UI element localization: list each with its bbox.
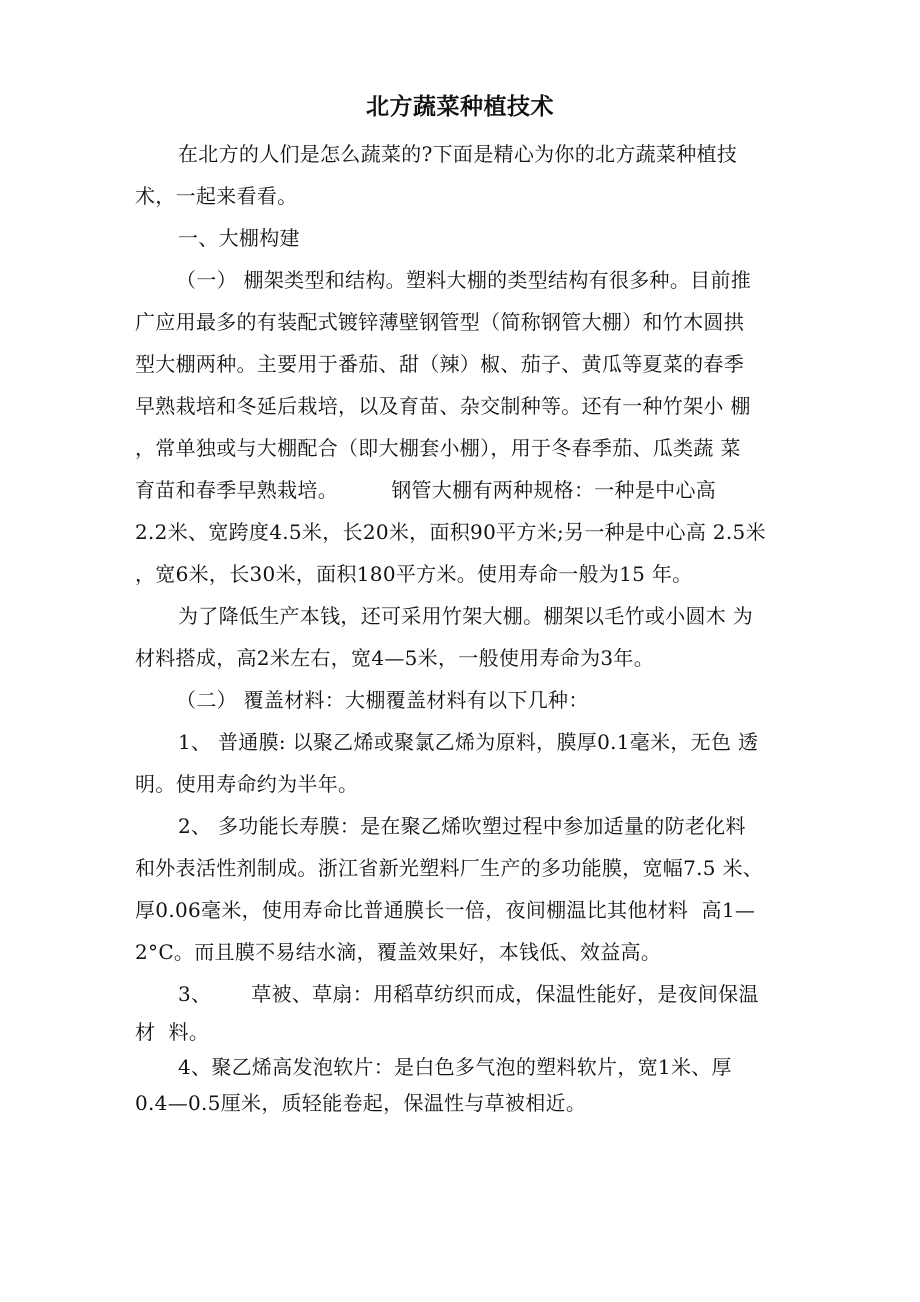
subsection-heading: （二） 覆盖材料：大棚覆盖材料有以下几种： xyxy=(176,688,589,712)
text-line-15: 1、 普通膜: 以聚乙烯或聚氯乙烯为原料，膜厚0.1毫米，无色 透 xyxy=(178,730,759,754)
text-line-16: 明。使用寿命约为半年。 xyxy=(135,772,359,796)
text-line-8: ，常单独或与大棚配合（即大棚套小棚），用于冬春季茄、瓜类蔬 菜 xyxy=(135,436,741,460)
page-title: 北方蔬菜种植技术 xyxy=(366,94,554,120)
text-line-13: 材料搭成，高2米左右，宽4—5米，一般使用寿命为3年。 xyxy=(135,646,654,670)
text-line-1: 在北方的人们是怎么蔬菜的?下面是精心为你的北方蔬菜种植技 xyxy=(178,142,738,166)
text-line-2: 术，一起来看看。 xyxy=(135,184,298,208)
text-line-4: （一） 棚架类型和结构。塑料大棚的类型结构有很多种。目前推 xyxy=(176,268,752,292)
text-line-17: 2、 多功能长寿膜：是在聚乙烯吹塑过程中参加适量的防老化料 xyxy=(178,814,746,838)
text-line-5: 广应用最多的有装配式镀锌薄壁钢管型（简称钢管大棚）和竹木圆拱 xyxy=(135,310,744,334)
section-heading: 一、大棚构建 xyxy=(178,226,300,250)
text-line-10: 2.2米、宽跨度4.5米，长20米，面积90平方米;另一种是中心高 2.5米 xyxy=(135,520,766,544)
text-line-20: 2°C。而且膜不易结水滴，覆盖效果好，本钱低、效益高。 xyxy=(135,940,662,964)
text-line-11: ，宽6米，长30米，面积180平方米。使用寿命一般为15 年。 xyxy=(135,562,693,586)
text-line-9: 育苗和春季早熟栽培。 钢管大棚有两种规格：一种是中心高 xyxy=(135,478,717,502)
text-line-18: 和外表活性剂制成。浙江省新光塑料厂生产的多功能膜，宽幅7.5 米、 xyxy=(135,856,764,880)
text-line-12: 为了降低生产本钱，还可采用竹架大棚。棚架以毛竹或小圆木 为 xyxy=(178,604,754,628)
text-line-24: 0.4—0.5厘米，质轻能卷起，保温性与草被相近。 xyxy=(135,1091,587,1115)
text-line-7: 早熟栽培和冬延后栽培，以及育苗、杂交制种等。还有一种竹架小 棚 xyxy=(135,394,751,418)
text-line-22: 材 料。 xyxy=(135,1020,210,1044)
text-line-23: 4、聚乙烯高发泡软片：是白色多气泡的塑料软片，宽1米、厚 xyxy=(178,1055,732,1079)
text-line-19: 厚0.06毫米，使用寿命比普通膜长一倍，夜间棚温比其他材料 高1— xyxy=(135,898,756,922)
text-line-6: 型大棚两种。主要用于番茄、甜（辣）椒、茄子、黄瓜等夏菜的春季 xyxy=(135,352,744,376)
text-line-21: 3、 草被、草扇：用稻草纺织而成，保温性能好，是夜间保温 xyxy=(178,982,759,1006)
